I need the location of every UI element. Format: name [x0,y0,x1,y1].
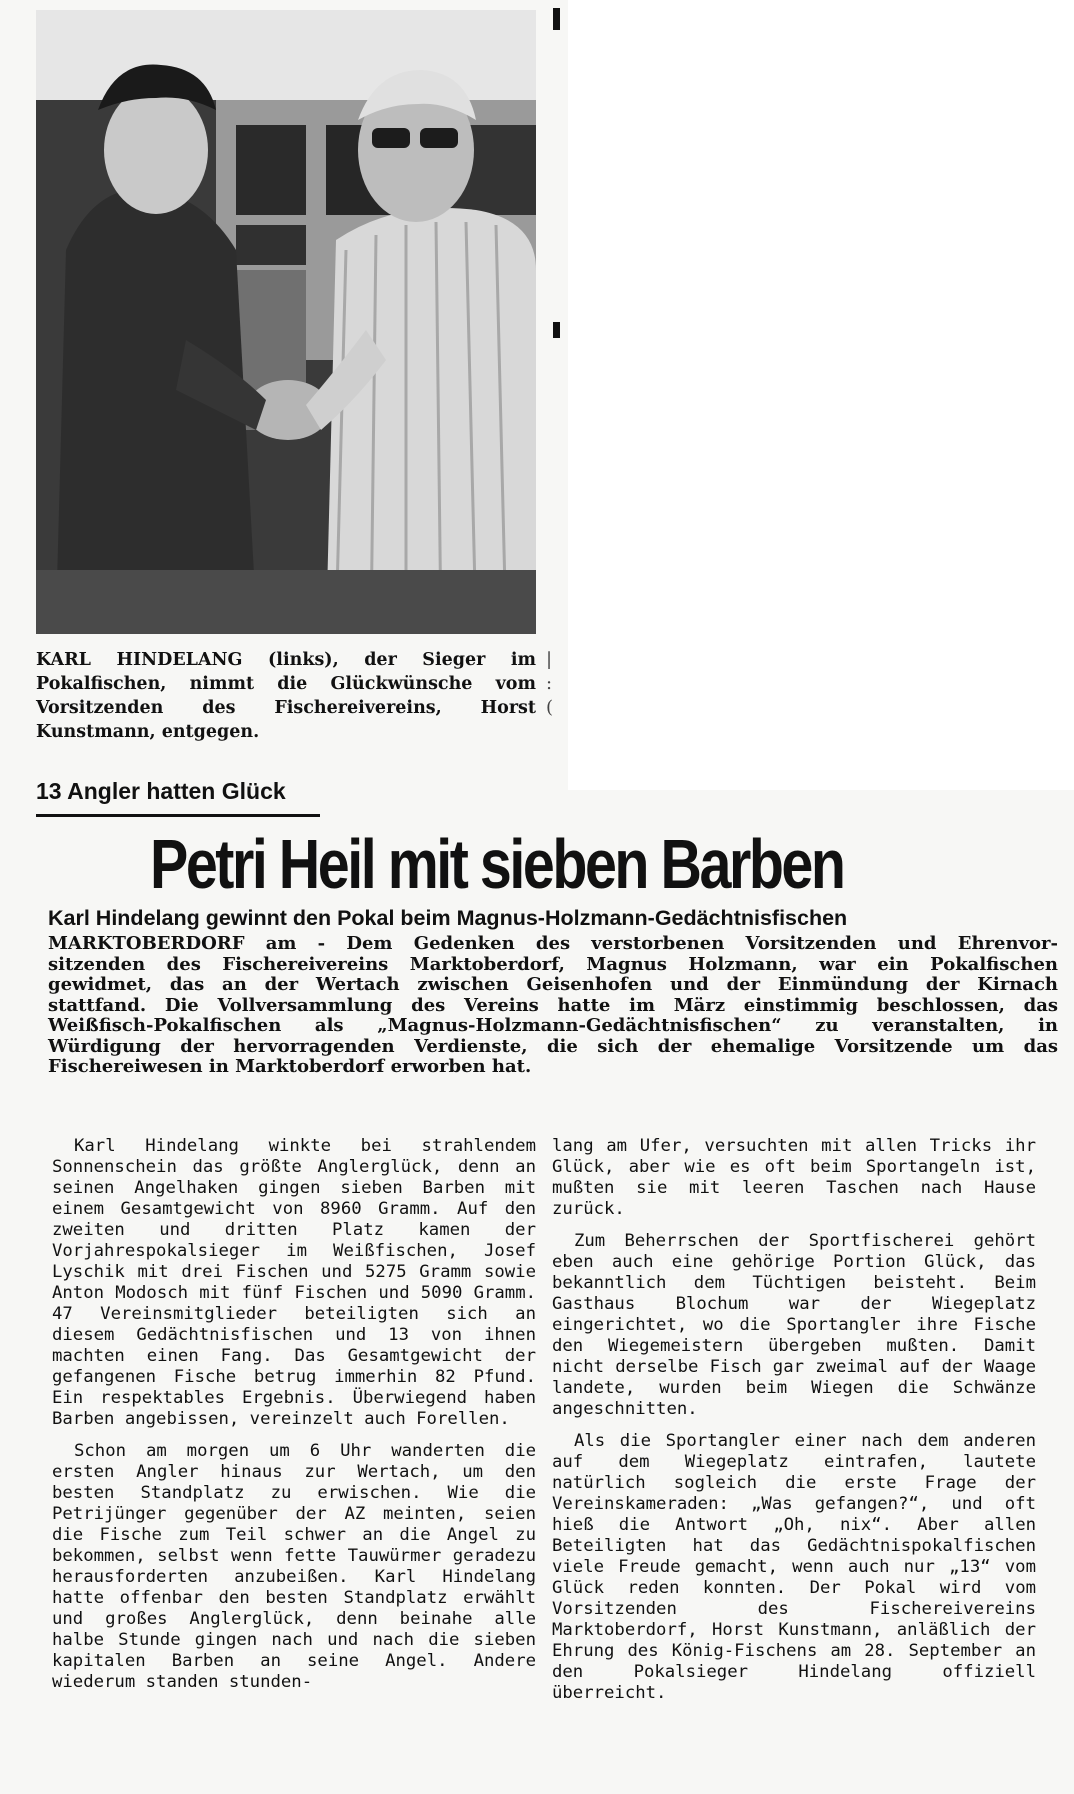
edge-mark [553,8,560,30]
margin-fragment: | : ( [546,649,554,718]
lead-line: MARKTOBERDORF am - Dem Gedenken des verstorbenen Vorsitzenden und Ehrenvor- [48,933,1058,954]
kicker-underline [36,814,320,817]
article-kicker: 13 Angler hatten Glück [36,778,286,804]
article-headline: Petri Heil mit sieben Barben [150,825,844,903]
article-column-right [552,1136,1036,1704]
article-paragraph: Schon am morgen um 6 Uhr wanderten die ersten Angler hinaus zur Wertach, um den besten Standplatz zu erwischen. Wie die Petrijünger gegenüber der AZ meinten, seien die Fische zum Teil schwer an die Angel zu bekommen, selbst wenn fette Tauwürmer geradezu herausforderten anzubeißen. Karl Hindelang hatte offenbar den besten Standplatz erwählt und großes Anglerglück, denn beinahe alle halbe Stunde gingen nach und nach die sieben kapitalen Barben an seine Angel. Andere wiederum standen stunden- [52,1441,536,1692]
article-paragraph: Zum Beherrschen der Sportfischerei gehört eben auch eine gehörige Portion Glück, das bekanntlich dem Tüchtigen beisteht. Beim Gasthaus Blochum war der Wiegeplatz eingerichtet, wo die Sportangler ihre Fische den Wiegemeistern übergeben mußten. Damit nicht derselbe Fisch gar zweimal auf der Waage landete, wurden beim Wiegen die Schwänze angeschnitten. [552,1231,1036,1419]
lead-line: gewidmet, das an der Wertach zwischen Geisenhofen und der Einmündung der Kirnach [48,974,1058,995]
lead-line: sitzenden des Fischereivereins Marktoberdorf, Magnus Holzmann, war ein Pokalfischen [48,953,1058,975]
photo-handshake-illustration [36,10,536,634]
edge-mark [553,322,560,338]
article-paragraph: lang am Ufer, versuchten mit allen Tricks ihr Glück, aber wie es oft beim Sportangeln ist, mußten sie mit leeren Taschen nach Hause zurück. [552,1136,1036,1219]
news-photo [36,10,536,634]
photo-caption: KARL HINDELANG (links), der Sieger im Pokalfischen, nimmt die Glückwünsche vom Vorsitzenden des Fischereivereins, Horst Kunstmann, entgegen. [36,650,536,742]
lead-line: Fischereiwesen in Marktoberdorf erworben hat. [48,1056,532,1077]
lead-line: Würdigung der hervorragenden Verdienste, die sich der ehemalige Vorsitzende um das [48,1035,1058,1057]
article-paragraph: Karl Hindelang winkte bei strahlendem Sonnenschein das größte Anglerglück, denn an seinen Angelhaken gingen sieben Barben mit einem Gesamtgewicht von 8960 Gramm. Auf den zweiten und dritten Platz kamen der Vorjahrespokalsieger im Weißfischen, Josef Lyschik mit drei Fischen und 5275 Gramm sowie Anton Modosch mit fünf Fischen und 5090 Gramm. 47 Vereinsmitglieder beteiligten sich an diesem Gedächtnisfischen und 13 von ihnen machten einen Fang. Das Gesamtgewicht der gefangenen Fische betrug immerhin 82 Pfund. Ein respektables Ergebnis. Überwiegend haben Barben angebissen, vereinzelt auch Forellen. [52,1136,536,1429]
lead-line: Weißfisch-Pokalfischen als „Magnus-Holzmann-Gedächtnisfischen“ zu veranstalten, in [48,1015,1058,1036]
article-column-left [52,1136,536,1693]
article-paragraph: Als die Sportangler einer nach dem anderen auf dem Wiegeplatz eintrafen, lautete natürlich sogleich die erste Frage der Vereinskameraden: „Was gefangen?“, und oft hieß die Antwort „Oh, nix“. Aber allen Beteiligten hat das Gedächtnispokalfischen viele Freude gemacht, wenn auch nur „13“ vom Glück reden konnten. Der Pokal wird vom Vorsitzenden des Fischereivereins Marktoberdorf, Horst Kunstmann, anläßlich der Ehrung des König-Fischens am 28. September an den Pokalsieger Hindelang offiziell überreicht. [552,1431,1036,1703]
blank-paper-area [568,0,1074,790]
article-lead [48,934,1058,1078]
lead-line: stattfand. Die Vollversammlung des Vereins hatte im März einstimmig beschlossen, das [48,994,1058,1016]
article-subheadline: Karl Hindelang gewinnt den Pokal beim Magnus-Holzmann-Gedächtnisfischen [48,906,848,930]
